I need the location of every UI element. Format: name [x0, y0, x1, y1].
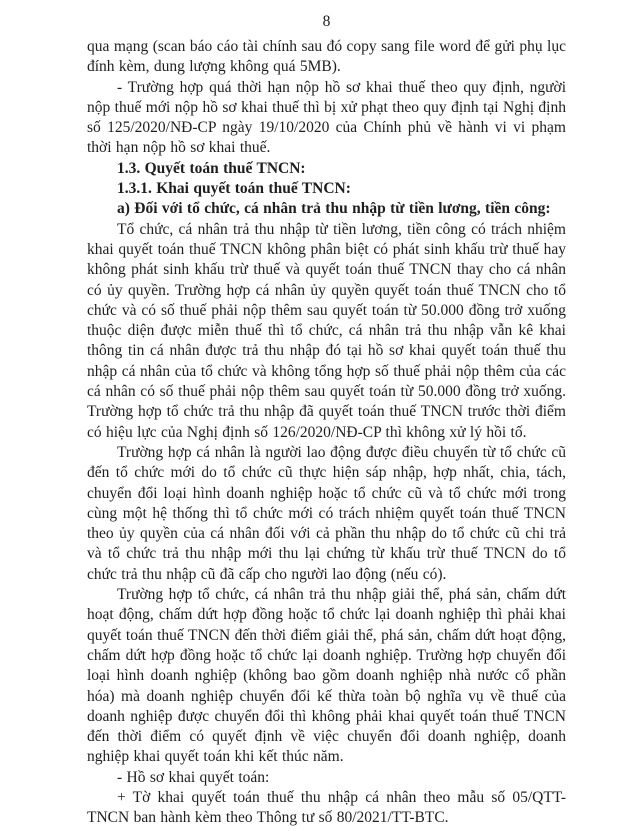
section-heading: a) Đối với tổ chức, cá nhân trả thu nhập từ tiền lương, tiền công:: [117, 200, 551, 218]
section-heading: 1.3.1. Khai quyết toán thuế TNCN:: [117, 180, 351, 198]
paragraph: + Tờ khai quyết toán thuế thu nhập cá nhân theo mẫu số 05/QTT-TNCN ban hành kèm theo Thông tư số 80/2021/TT-BTC.: [87, 788, 566, 827]
paragraph: Trường hợp tổ chức, cá nhân trả thu nhập giải thể, phá sản, chấm dứt hoạt động, chấm dứt hợp đồng hoặc tổ chức lại doanh nghiệp thì phải khai quyết toán thuế TNCN đến thời điểm giải thể, phá sản, chấm dứt hoạt động, chấm dứt hợp đồng hoặc tổ chức lại doanh nghiệp. Trường hợp chuyển đổi loại hình doanh nghiệp (không bao gồm doanh nghiệp nhà nước cổ phần hóa) mà doanh nghiệp chuyển đổi kế thừa toàn bộ nghĩa vụ về thuế của doanh nghiệp được chuyển đổi thì không phải khai quyết toán thuế TNCN đến thời điểm có quyết định về việc chuyển đổi doanh nghiệp, doanh nghiệp khai quyết toán khi kết thúc năm.: [87, 586, 566, 766]
paragraph: - Trường hợp quá thời hạn nộp hồ sơ khai thuế theo quy định, người nộp thuế mới nộp hồ sơ khai thuế thì bị xử phạt theo quy định tại Nghị định số 125/2020/NĐ-CP ngày 19/10/2020 của Chính phủ về hành vi vi phạm thời hạn nộp hồ sơ khai thuế.: [87, 78, 566, 157]
paragraph: qua mạng (scan báo cáo tài chính sau đó copy sang file word để gửi phụ lục đính kèm, dung lượng không quá 5MB).: [87, 38, 566, 76]
paragraph: Tổ chức, cá nhân trả thu nhập từ tiền lương, tiền công có trách nhiệm khai quyết toán thuế TNCN không phân biệt có phát sinh khấu trừ thuế hay không phát sinh khấu trừ thuế và quyết toán thuế TNCN thay cho cá nhân có ủy quyền. Trường hợp cá nhân ủy quyền quyết toán thuế TNCN cho tổ chức và có số thuế phải nộp thêm sau quyết toán từ 50.000 đồng trở xuống thuộc diện được miễn thuế thì tổ chức, cá nhân trả thu nhập vẫn kê khai thông tin cá nhân được trả thu nhập đó tại hồ sơ khai quyết toán thuế thu nhập cá nhân của tổ chức và không tổng hợp số thuế phải nộp thêm của các cá nhân có số thuế phải nộp thêm sau quyết toán từ 50.000 đồng trở xuống. Trường hợp tổ chức trả thu nhập đã quyết toán thuế TNCN trước thời điểm có hiệu lực của Nghị định số 126/2020/NĐ-CP thì không xử lý hồi tố.: [87, 220, 566, 441]
paragraph: - Hồ sơ khai quyết toán:: [117, 768, 270, 786]
page-body: [87, 37, 566, 829]
page-number: 8: [322, 13, 331, 30]
section-heading: 1.3. Quyết toán thuế TNCN:: [117, 159, 306, 177]
paragraph: Trường hợp cá nhân là người lao động được điều chuyển từ tổ chức cũ đến tổ chức mới do tổ chức cũ thực hiện sáp nhập, hợp nhất, chia, tách, chuyển đổi loại hình doanh nghiệp hoặc tổ chức cũ và tổ chức mới trong cùng một hệ thống thì tổ chức mới có trách nhiệm quyết toán thuế TNCN theo ủy quyền của cá nhân đối với cả phần thu nhập do tổ chức cũ chi trả và tổ chức trả thu nhập mới thu lại chứng từ khấu trừ thuế TNCN do tổ chức trả thu nhập cũ đã cấp cho người lao động (nếu có).: [87, 443, 566, 583]
